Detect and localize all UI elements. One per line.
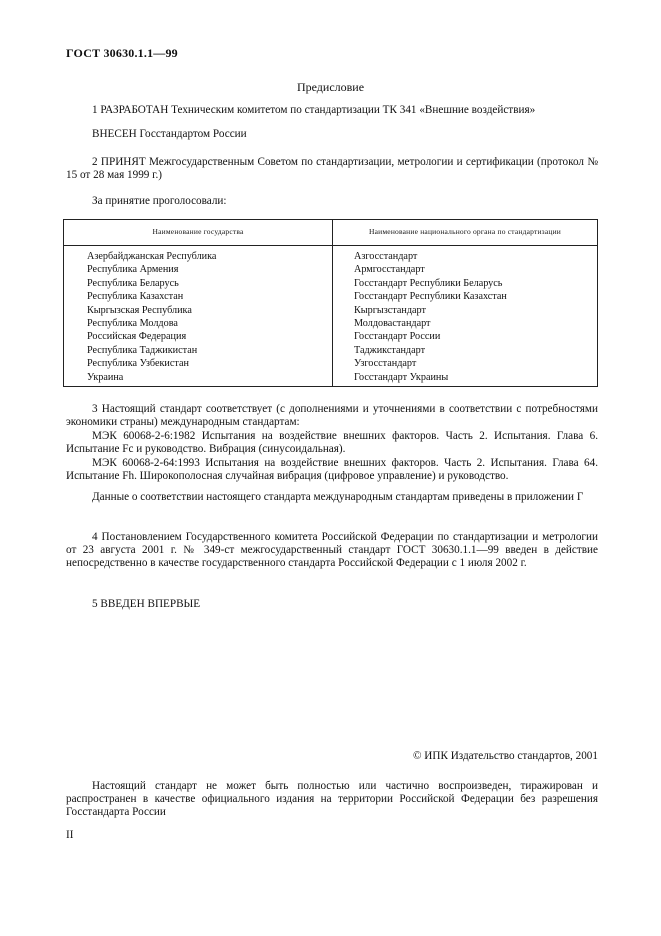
table-cell-state: Кыргызская Республика — [87, 304, 192, 316]
table-cell-body: Таджикстандарт — [354, 344, 426, 356]
table-cell-state: Республика Молдова — [87, 318, 178, 330]
standards-bodies-column — [354, 250, 507, 384]
table-cell-body: Госстандарт России — [354, 331, 441, 343]
table-cell-body: Госстандарт Республики Казахстан — [354, 291, 507, 303]
table-cell-state: Республика Армения — [87, 264, 179, 276]
table-cell-state: Российская Федерация — [87, 331, 187, 343]
table-cell-body: Молдовастандарт — [354, 318, 431, 330]
paragraph-annex-reference: Данные о соответствии настоящего стандарта международным стандартам приведены в приложении Г — [92, 491, 584, 503]
table-header-standards-body: Наименование национального органа по стандартизации — [369, 227, 561, 236]
page-number: II — [66, 829, 74, 841]
paragraph-conformity: 3 Настоящий стандарт соответствует (с дополнениями и уточнениями в соответствии с потребностями экономики страны) международным стандартам: — [66, 403, 598, 428]
standard-code-header: ГОСТ 30630.1.1—99 — [66, 46, 178, 60]
paragraph-introduced-by: ВНЕСЕН Госстандартом России — [92, 128, 247, 140]
voting-countries-table — [63, 219, 598, 387]
table-column-divider — [332, 220, 333, 386]
copyright-line: © ИПК Издательство стандартов, 2001 — [412, 750, 598, 762]
paragraph-adopted: 2 ПРИНЯТ Межгосударственным Советом по стандартизации, метрологии и сертификации (протокол № 15 от 28 мая 1999 г.) — [66, 156, 598, 181]
table-cell-state: Республика Казахстан — [87, 291, 184, 303]
paragraph-iec-60068-2-64: МЭК 60068-2-64:1993 Испытания на воздействие внешних факторов. Часть 2. Испытания. Глава 64. Испытание Fh. Широкополосная случайная вибрация (цифровое управление) и руководство. — [66, 457, 598, 482]
paragraph-iec-60068-2-6: МЭК 60068-2-6:1982 Испытания на воздействие внешних факторов. Часть 2. Испытания. Глава 6. Испытание Fc и руководство. Вибрация (синусоидальная). — [66, 430, 598, 455]
table-cell-state: Республика Узбекистан — [87, 358, 189, 370]
table-cell-body: Госстандарт Республики Беларусь — [354, 277, 503, 289]
table-cell-state: Республика Беларусь — [87, 277, 179, 289]
table-cell-body: Госстандарт Украины — [354, 371, 449, 383]
table-cell-body: Армгосстандарт — [354, 264, 425, 276]
table-cell-body: Кыргызстандарт — [354, 304, 426, 316]
table-header-divider — [64, 245, 597, 246]
table-header-state: Наименование государства — [152, 227, 244, 236]
paragraph-developed-by: 1 РАЗРАБОТАН Техническим комитетом по стандартизации ТК 341 «Внешние воздействия» — [92, 104, 536, 116]
table-cell-body: Узгосстандарт — [354, 358, 417, 370]
paragraph-enacted: 4 Постановлением Государственного комитета Российской Федерации по стандартизации и метрологии от 23 августа 2001 г. № 349-ст межгосударственный стандарт ГОСТ 30630.1.1—99 введен в действие непосредственно в качестве государственного стандарта Российской Федерации с 1 июля 2002 г. — [66, 531, 598, 569]
table-cell-body: Азгосстандарт — [354, 251, 418, 262]
state-names-column — [87, 250, 216, 384]
table-cell-state: Республика Таджикистан — [87, 344, 198, 356]
paragraph-first-introduced: 5 ВВЕДЕН ВПЕРВЫЕ — [92, 598, 201, 610]
page-title: Предисловие — [296, 80, 365, 94]
reproduction-notice: Настоящий стандарт не может быть полностью или частично воспроизведен, тиражирован и распространен в качестве официального издания на территории Российской Федерации без разрешения Госстандарта России — [66, 780, 598, 818]
paragraph-voted-for: За принятие проголосовали: — [92, 195, 227, 207]
table-cell-state: Украина — [87, 371, 124, 383]
table-cell-state: Азербайджанская Республика — [87, 251, 217, 262]
